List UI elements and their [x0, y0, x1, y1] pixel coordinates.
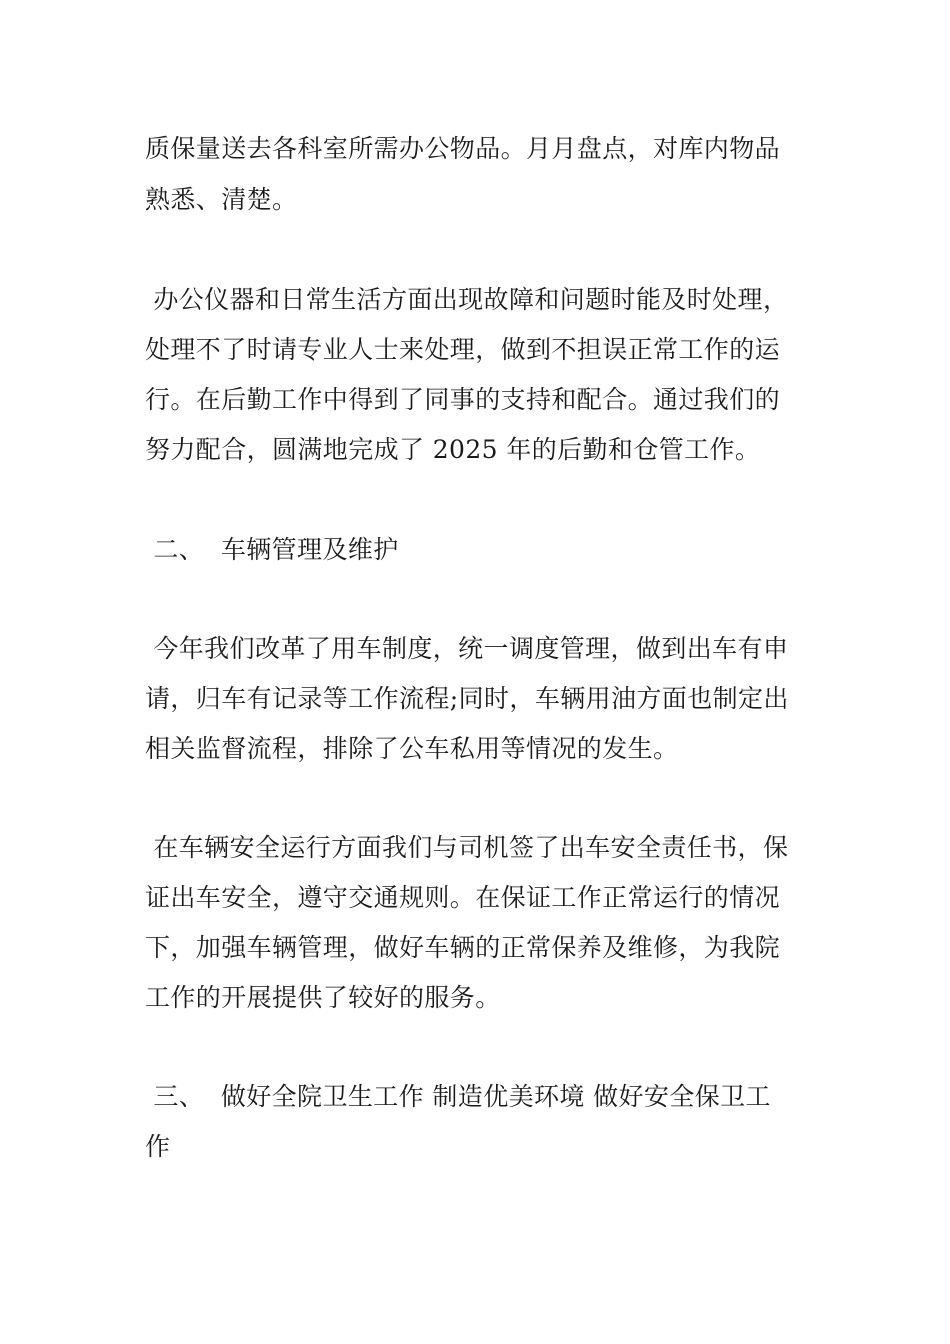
paragraph-1-line-1: 质保量送去各科室所需办公物品。月月盘点，对库内物品: [145, 134, 781, 163]
paragraph-2-line-4: 努力配合，圆满地完成了 2025 年的后勤和仓管工作。: [145, 435, 761, 464]
section-heading-2: 二、 车辆管理及维护: [145, 535, 399, 564]
paragraph-2-line-1: 办公仪器和日常生活方面出现故障和问题时能及时处理，: [145, 285, 789, 314]
paragraph-4-line-4: 工作的开展提供了较好的服务。: [145, 983, 501, 1012]
paragraph-2-line-2: 处理不了时请专业人士来处理，做到不担误正常工作的运: [145, 335, 781, 364]
paragraph-2-line-3: 行。在后勤工作中得到了同事的支持和配合。通过我们的: [145, 385, 781, 414]
section-heading-3-line-1: 三、 做好全院卫生工作 制造优美环境 做好安全保卫工: [145, 1082, 771, 1111]
section-heading-3-line-2: 作: [145, 1132, 171, 1161]
paragraph-4-line-3: 下，加强车辆管理，做好车辆的正常保养及维修，为我院: [145, 933, 781, 962]
paragraph-3-line-1: 今年我们改革了用车制度，统一调度管理，做到出车有申: [145, 634, 789, 663]
paragraph-4-line-2: 证出车安全，遵守交通规则。在保证工作正常运行的情况: [145, 883, 781, 912]
paragraph-3-line-2: 请，归车有记录等工作流程;同时，车辆用油方面也制定出: [145, 684, 789, 713]
paragraph-4-line-1: 在车辆安全运行方面我们与司机签了出车安全责任书，保: [145, 833, 789, 862]
paragraph-3-line-3: 相关监督流程，排除了公车私用等情况的发生。: [145, 734, 679, 763]
paragraph-1-line-2: 熟悉、清楚。: [145, 185, 298, 214]
